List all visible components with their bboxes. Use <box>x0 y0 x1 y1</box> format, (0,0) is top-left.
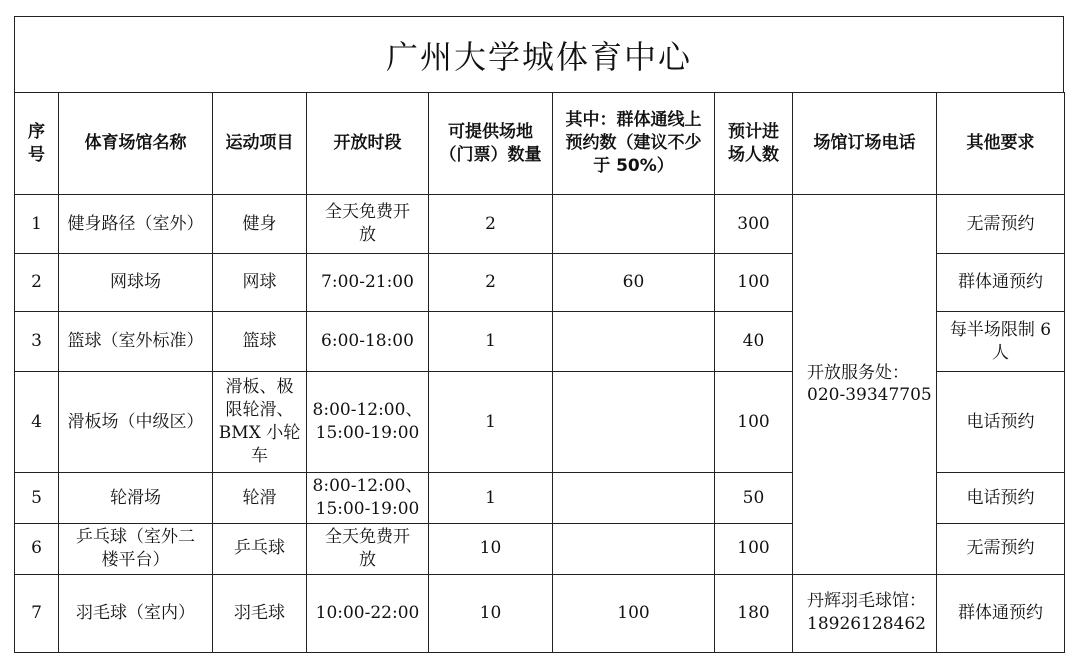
cell-group: 100 <box>553 574 715 652</box>
cell-hours: 8:00-12:00、 15:00-19:00 <box>307 473 429 524</box>
cell-people: 300 <box>715 195 793 254</box>
cell-sport: 网球 <box>213 254 307 312</box>
table-row <box>15 195 1065 254</box>
venue-table <box>14 92 1065 653</box>
cell-group <box>553 473 715 524</box>
cell-fields: 2 <box>429 254 553 312</box>
cell-phone-badminton: 丹辉羽毛球馆： 18926128462 <box>793 574 937 652</box>
cell-seq: 5 <box>15 473 59 524</box>
cell-venue: 滑板场（中级区） <box>59 372 213 473</box>
cell-hours: 全天免费开 放 <box>307 524 429 575</box>
cell-venue: 羽毛球（室内） <box>59 574 213 652</box>
header-phone: 场馆订场电话 <box>793 93 937 195</box>
cell-seq: 6 <box>15 524 59 575</box>
cell-sport: 羽毛球 <box>213 574 307 652</box>
cell-fields: 1 <box>429 372 553 473</box>
header-row <box>15 93 1065 195</box>
cell-other: 群体通预约 <box>937 254 1065 312</box>
cell-people: 100 <box>715 372 793 473</box>
cell-people: 100 <box>715 254 793 312</box>
cell-group <box>553 312 715 372</box>
header-hours: 开放时段 <box>307 93 429 195</box>
venue-sheet <box>14 16 1064 653</box>
cell-hours: 7:00-21:00 <box>307 254 429 312</box>
cell-phone-merged: 开放服务处： 020-39347705 <box>793 195 937 575</box>
cell-sport: 轮滑 <box>213 473 307 524</box>
cell-seq: 7 <box>15 574 59 652</box>
cell-sport: 乒乓球 <box>213 524 307 575</box>
cell-other: 群体通预约 <box>937 574 1065 652</box>
cell-fields: 10 <box>429 524 553 575</box>
cell-hours: 6:00-18:00 <box>307 312 429 372</box>
cell-sport: 篮球 <box>213 312 307 372</box>
cell-group <box>553 524 715 575</box>
cell-hours: 10:00-22:00 <box>307 574 429 652</box>
cell-sport: 滑板、极 限轮滑、 BMX 小轮 车 <box>213 372 307 473</box>
cell-fields: 2 <box>429 195 553 254</box>
cell-venue: 乒乓球（室外二 楼平台） <box>59 524 213 575</box>
cell-seq: 3 <box>15 312 59 372</box>
cell-other: 无需预约 <box>937 195 1065 254</box>
header-people: 预计进 场人数 <box>715 93 793 195</box>
cell-hours: 8:00-12:00、 15:00-19:00 <box>307 372 429 473</box>
cell-venue: 网球场 <box>59 254 213 312</box>
cell-fields: 10 <box>429 574 553 652</box>
page-title: 广州大学城体育中心 <box>14 16 1064 92</box>
cell-venue: 健身路径（室外） <box>59 195 213 254</box>
cell-people: 100 <box>715 524 793 575</box>
cell-group: 60 <box>553 254 715 312</box>
cell-hours: 全天免费开 放 <box>307 195 429 254</box>
cell-seq: 1 <box>15 195 59 254</box>
cell-venue: 篮球（室外标准） <box>59 312 213 372</box>
header-seq: 序 号 <box>15 93 59 195</box>
header-venue: 体育场馆名称 <box>59 93 213 195</box>
cell-fields: 1 <box>429 312 553 372</box>
cell-people: 40 <box>715 312 793 372</box>
cell-other: 电话预约 <box>937 473 1065 524</box>
cell-fields: 1 <box>429 473 553 524</box>
header-fields: 可提供场地 （门票）数量 <box>429 93 553 195</box>
header-sport: 运动项目 <box>213 93 307 195</box>
cell-group <box>553 372 715 473</box>
cell-people: 50 <box>715 473 793 524</box>
cell-other: 电话预约 <box>937 372 1065 473</box>
cell-group <box>553 195 715 254</box>
cell-venue: 轮滑场 <box>59 473 213 524</box>
table-row <box>15 574 1065 652</box>
cell-other: 每半场限制 6 人 <box>937 312 1065 372</box>
header-other: 其他要求 <box>937 93 1065 195</box>
header-group: 其中：群体通线上 预约数（建议不少 于 50%） <box>553 93 715 195</box>
cell-people: 180 <box>715 574 793 652</box>
cell-seq: 4 <box>15 372 59 473</box>
cell-sport: 健身 <box>213 195 307 254</box>
cell-other: 无需预约 <box>937 524 1065 575</box>
cell-seq: 2 <box>15 254 59 312</box>
